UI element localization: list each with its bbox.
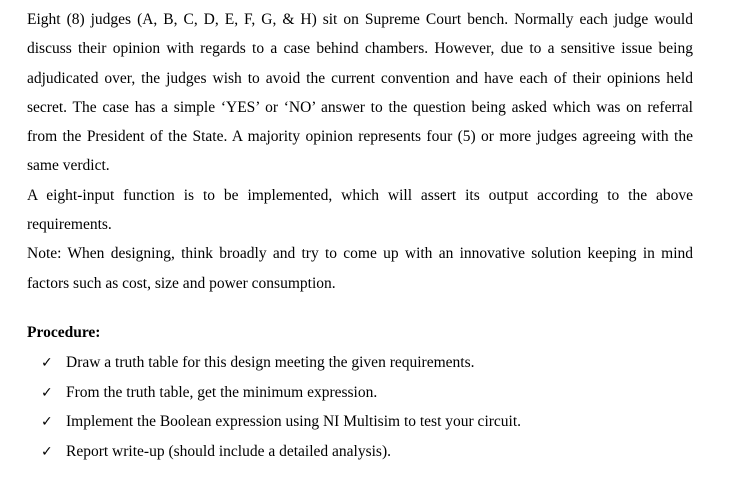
- procedure-heading: Procedure:: [27, 324, 101, 341]
- procedure-item: [27, 437, 521, 467]
- procedure-list: [27, 348, 521, 466]
- procedure-item-text: From the truth table, get the minimum expression.: [66, 383, 378, 401]
- assignment-document: [27, 0, 693, 460]
- check-icon: ✓: [41, 443, 53, 460]
- procedure-item: [27, 407, 521, 437]
- function-requirement-paragraph: A eight-input function is to be implemented, which will assert its output according to the above requirements.: [27, 186, 693, 234]
- check-icon: ✓: [41, 355, 53, 371]
- problem-description-paragraph: Eight (8) judges (A, B, C, D, E, F, G, & H) sit on Supreme Court bench. Normally each judge would discuss their opinion with regards to a case behind chambers. However, due to a sensitive issue being adjudicated over, the judges wish to avoid the current convention and have each of their opinions held secret. The case has a simple ‘YES’ or ‘NO’ answer to the question being asked which was on referral from the President of the State. A majority opinion represents four (5) or more judges agreeing with the same verdict.: [27, 11, 693, 175]
- check-icon: ✓: [41, 384, 53, 401]
- procedure-item-text: Draw a truth table for this design meeting the given requirements.: [66, 354, 475, 371]
- procedure-item: [27, 348, 521, 378]
- procedure-item-text: Implement the Boolean expression using NI Multisim to test your circuit.: [66, 413, 522, 430]
- design-note-paragraph: Note: When designing, think broadly and try to come up with an innovative solution keeping in mind factors such as cost, size and power consumption.: [27, 245, 693, 292]
- procedure-item: [27, 378, 521, 408]
- procedure-item-text: Report write-up (should include a detailed analysis).: [66, 442, 391, 460]
- check-icon: ✓: [41, 414, 53, 430]
